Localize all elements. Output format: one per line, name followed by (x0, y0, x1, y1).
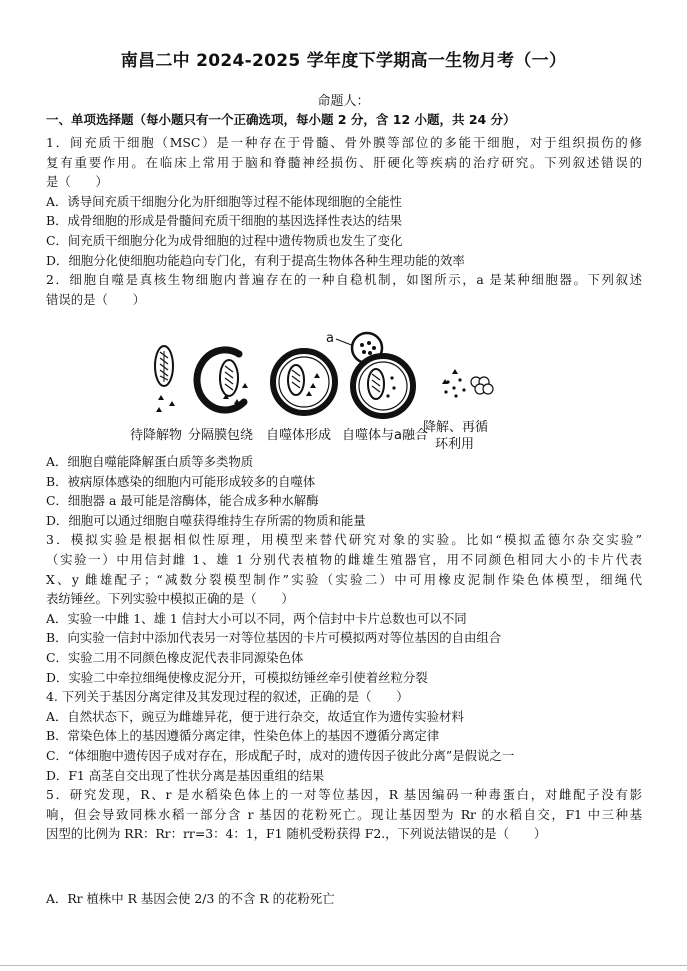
q3-option-a: A．实验一中雌 1、雄 1 信封大小可以不同，两个信封中卡片总数也可以不同 (46, 610, 467, 626)
isolation-membrane (197, 350, 248, 410)
q1-option-c: C．间充质干细胞分化为成骨细胞的过程中遗传物质也发生了变化 (46, 232, 403, 248)
q1-stem-line: 是（ ） (46, 174, 108, 190)
q4-option-b: B．常染色体上的基因遵循分离定律，性染色体上的基因不遵循分离定律 (46, 728, 440, 744)
page-bottom-rule (0, 965, 687, 966)
q2-option-c: C．细胞器 a 最可能是溶酶体，能合成多种水解酶 (46, 493, 319, 509)
author-line: 命题人： (317, 94, 370, 109)
q2-option-b: B．被病原体感染的细胞内可能形成较多的自噬体 (46, 473, 316, 489)
label-a: a (326, 331, 334, 346)
q2-option-d: D．细胞可以通过细胞自噬获得维持生存所需的物质和能量 (46, 512, 366, 528)
q3-stem-line: 3．模拟实验是根据相似性原理，用模型来替代研究对象的实验。比如“模拟孟德尔杂交实验” (46, 532, 642, 548)
label-step1: 待降解物 (130, 428, 183, 443)
q5-stem-line: 响，但会导致同株水稻一部分含 r 基因的花粉死亡。现让基因型为 Rr 的水稻自交，F1 中三种基 (46, 806, 642, 822)
exam-title: 南昌二中 2024-2025 学年度下学期高一生物月考（一） (120, 51, 567, 71)
degradation-target (155, 346, 175, 412)
q1-option-b: B．成骨细胞的形成是骨髓间充质干细胞的基因选择性表达的结果 (46, 213, 403, 229)
label-step5-line1: 降解、再循 (423, 420, 489, 435)
q1-stem-line: 1．间充质干细胞（MSC）是一种存在于骨髓、骨外膜等部位的多能干细胞，对于组织损伤的修 (46, 135, 642, 150)
q4-option-a: A．自然状态下，豌豆为雌雄异花，便于进行杂交，故适宜作为遗传实验材料 (46, 708, 464, 724)
q3-stem-line: X、y 雌雄配子；“减数分裂模型制作”实验（实验二）中可用橡皮泥制作染色体模型，细绳代 (46, 571, 642, 587)
q5-stem-line: 5．研究发现，R、r 是水稻染色体上的一对等位基因，R 基因编码一种毒蛋白，对雌配子没有影 (46, 787, 642, 803)
autophagy-diagram (126, 326, 526, 454)
q5-stem-line: 因型的比例为 RR：Rr：rr=3：4：1，F1 随机受粉获得 F2.，下列说法错误的是（ ） (46, 826, 547, 842)
q4-option-d: D．F1 高茎自交出现了性状分离是基因重组的结果 (46, 767, 325, 783)
q3-option-b: B．向实验一信封中添加代表另一对等位基因的卡片可模拟两对等位基因的自由组合 (46, 630, 502, 646)
autophagosome (273, 351, 335, 413)
q1-option-a: A．诱导间充质干细胞分化为肝细胞等过程不能体现细胞的全能性 (46, 193, 402, 209)
q1-option-d: D．细胞分化使细胞功能趋向专门化，有利于提高生物体各种生理功能的效率 (46, 252, 465, 268)
autophagy-figure (126, 326, 526, 454)
label-step5-line2: 环利用 (435, 437, 475, 452)
q3-option-d: D．实验二中牵拉细绳使橡皮泥分开，可模拟纺锤丝牵引使着丝粒分裂 (46, 669, 428, 685)
q3-stem-line: 表纺锤丝。下列实验中模拟正确的是（ ） (46, 591, 294, 607)
q5-option-a: A．Rr 植株中 R 基因会使 2/3 的不含 R 的花粉死亡 (46, 891, 335, 906)
q3-stem-line: （实验一）中用信封雌 1、雄 1 分别代表植物的雌雄生殖器官，用不同颜色相同大小的卡片代表 (46, 551, 642, 567)
q2-stem-line: 错误的是（ ） (46, 291, 146, 307)
questions-top (46, 133, 642, 309)
questions-bottom (46, 452, 642, 844)
q1-stem-line: 复有重要作用。在临床上常用于脑和脊髓神经损伤、肝硬化等疾病的治疗研究。下列叙述错误的 (46, 154, 642, 170)
q4-stem-line: 4. 下列关于基因分离定律及其发现过程的叙述，正确的是（ ） (46, 689, 409, 705)
q4-option-c: C．“体细胞中遗传因子成对存在，形成配子时，成对的遗传因子彼此分离”是假说之一 (46, 747, 515, 763)
q2-option-a: A．细胞自噬能降解蛋白质等多类物质 (46, 454, 254, 469)
label-step3: 自噬体形成 (266, 428, 332, 443)
degradation-products (442, 369, 493, 398)
section-heading: 一、单项选择题（每小题只有一个正确选项，每小题 2 分，含 12 小题，共 24 分） (46, 112, 516, 127)
label-step4: 自噬体与a融合 (342, 428, 428, 443)
label-step2: 分隔膜包绕 (188, 428, 254, 443)
fused-vesicle (353, 356, 413, 416)
q3-option-c: C．实验二用不同颜色橡皮泥代表非同源染色体 (46, 649, 304, 665)
q2-stem-line: 2．细胞自噬是真核生物细胞内普遍存在的一种自稳机制，如图所示，a 是某种细胞器。下列叙述 (46, 272, 642, 288)
